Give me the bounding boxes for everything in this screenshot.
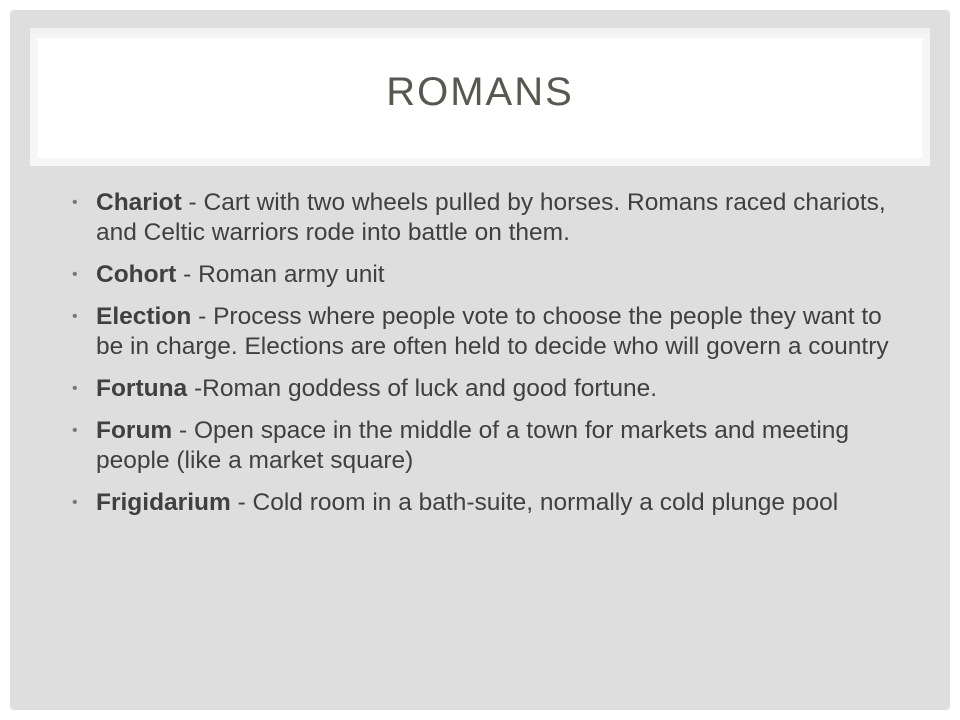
title-box (30, 28, 930, 166)
list-item (70, 416, 900, 476)
bullet-list (70, 188, 900, 518)
bullet-icon: • (72, 266, 78, 283)
term-definition: - Cold room in a bath-suite, normally a cold plunge pool (230, 489, 839, 516)
list-item (70, 488, 900, 518)
bullet-icon: • (72, 194, 78, 211)
term-definition: - Roman army unit (176, 261, 385, 288)
bullet-icon: • (72, 308, 78, 325)
slide-title: ROMANS (386, 69, 574, 114)
bullet-icon: • (72, 422, 78, 439)
term-definition: - Process where people vote to choose the people they want to be in charge. Elections are often held to decide who will govern a country (96, 303, 889, 360)
bullet-icon: • (72, 380, 78, 397)
term-label: Forum (96, 417, 173, 444)
term-label: Cohort (96, 261, 177, 288)
term-label: Chariot (96, 189, 182, 216)
term-label: Frigidarium (96, 489, 231, 516)
term-definition: - Cart with two wheels pulled by horses. Romans raced chariots, and Celtic warriors rode into battle on them. (96, 189, 886, 246)
term-definition: -Roman goddess of luck and good fortune. (187, 375, 658, 402)
term-definition: - Open space in the middle of a town for markets and meeting people (like a market square) (96, 417, 850, 474)
list-item (70, 302, 900, 362)
term-label: Election (96, 303, 192, 330)
list-item (70, 188, 900, 248)
bullet-icon: • (72, 494, 78, 511)
content-area (70, 188, 900, 530)
list-item (70, 260, 900, 290)
term-label: Fortuna (96, 375, 188, 402)
list-item (70, 374, 900, 404)
slide (10, 10, 950, 710)
